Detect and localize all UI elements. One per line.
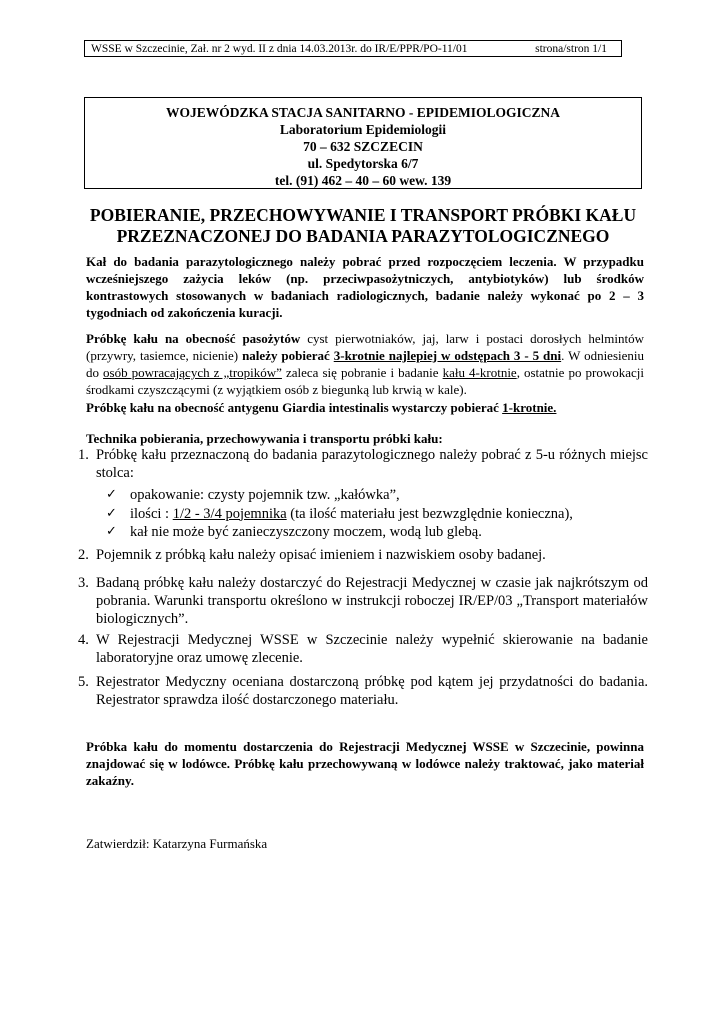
technique-item-2: 2. Pojemnik z próbką kału należy opisać imieniem i nazwiskiem osoby badanej.	[78, 547, 546, 563]
checkmark-icon: ✓	[106, 505, 117, 521]
institution-street: ul. Spedytorska 6/7	[307, 156, 419, 171]
technique-item-4: 4. W Rejestracji Medycznej WSSE w Szczecinie należy wypełnić skierowanie na badanie laboratoryjne oraz umowę zlecenie.	[78, 632, 648, 666]
technique-heading: Technika pobierania, przechowywania i transportu próbki kału:	[86, 431, 443, 446]
institution-city: 70 – 632 SZCZECIN	[303, 139, 423, 154]
item-number: 1.	[78, 447, 89, 463]
checkmark-icon: ✓	[106, 524, 117, 539]
title-line-1: POBIERANIE, PRZECHOWYWANIE I TRANSPORT PRÓBKI KAŁU	[89, 205, 637, 225]
document-header	[84, 40, 622, 57]
parasites-text: cyst pierwotniaków, jaj, larw i postaci dorosłych helmintów (przywry, tasiemce, nicienie)	[86, 331, 644, 363]
document-title	[84, 205, 642, 247]
institution-name: WOJEWÓDZKA STACJA SANITARNO - EPIDEMIOLOGICZNA	[165, 105, 561, 120]
parasites-text-3: zaleca się pobranie i badanie	[281, 365, 443, 380]
parasites-paragraph	[86, 330, 644, 398]
title-line-2: PRZEZNACZONEJ DO BADANIA PARAZYTOLOGICZNEGO	[116, 226, 610, 246]
parasites-frequency: 3-krotnie najlepiej w odstępach 3 - 5 dni	[333, 348, 562, 363]
institution-phone: tel. (91) 462 – 40 – 60 wew. 139	[274, 173, 452, 188]
parasites-instruction: należy pobierać	[242, 348, 330, 363]
parasites-4x: kału 4-krotnie	[442, 365, 517, 380]
checkmark-icon: ✓	[106, 487, 117, 502]
parasites-text-2: . W odniesieniu do	[86, 348, 645, 380]
giardia-text: Próbkę kału na obecność antygenu Giardia intestinalis wystarczy pobierać	[86, 400, 503, 415]
technique-item-5: 5. Rejestrator Medyczny oceniana dostarczoną próbkę pod kątem jej przydatności do badania. Rejestrator sprawdza ilość dostarczonego materiału.	[78, 674, 648, 708]
institution-lab: Laboratorium Epidemiologii	[279, 122, 447, 137]
requirement-clean: ✓ kał nie może być zanieczyszczony moczem, wodą lub glebą.	[106, 524, 482, 540]
requirement-amount: ✓ ilości : 1/2 - 3/4 pojemnika (ta ilość materiału jest bezwzględnie konieczna),	[106, 505, 573, 522]
technique-item-3: 3. Badaną próbkę kału należy dostarczyć do Rejestracji Medycznej w czasie jak najkrótszym od pobrania. Warunki transportu określono w instrukcji roboczej IR/EP/03 „Transport materiałów biologicznych”.	[78, 575, 648, 627]
item-text: Próbkę kału przeznaczoną do badania parazytologicznego należy pobrać z 5-u różnych miejsc stolca:	[96, 447, 648, 481]
storage-paragraph: Próbka kału do momentu dostarczenia do Rejestracji Medycznej WSSE w Szczecinie, powinna znajdować się w lodówce. Próbkę kału przechowywaną w lodówce należy traktować, jako materiał zakaźny.	[86, 739, 644, 788]
intro-paragraph: Kał do badania parazytologicznego należy pobrać przed rozpoczęciem leczenia. W przypadku wcześniejszego zażycia leków (np. przeciwpasożytniczych, antybiotyków) lub środków kontrastowych stosowanych w badaniach radiologicznych, badanie należy wykonać po 2 – 3 tygodniach od zakończenia kuracji.	[86, 254, 644, 320]
approval-line: Zatwierdził: Katarzyna Furmańska	[86, 836, 268, 851]
technique-item-1	[78, 446, 648, 482]
giardia-paragraph	[86, 399, 644, 416]
parasites-lead: Próbkę kału na obecność pasożytów	[86, 331, 301, 346]
header-reference: WSSE w Szczecinie, Zał. nr 2 wyd. II z dnia 14.03.2013r. do IR/E/PPR/PO-11/01	[91, 43, 468, 55]
institution-box	[84, 97, 642, 189]
giardia-frequency: 1-krotnie.	[502, 400, 557, 415]
parasites-text-4: , ostatnie po prowokacji środkami czyszczącymi (z wyjątkiem osób z biegunką lub krwią w kale).	[86, 365, 644, 397]
requirement-packaging: ✓ opakowanie: czysty pojemnik tzw. „kałówka”,	[106, 487, 400, 503]
requirements-list	[106, 486, 636, 542]
header-page-count: strona/stron 1/1	[535, 43, 607, 55]
parasites-tropics: osób powracających z „tropików”	[103, 365, 282, 380]
